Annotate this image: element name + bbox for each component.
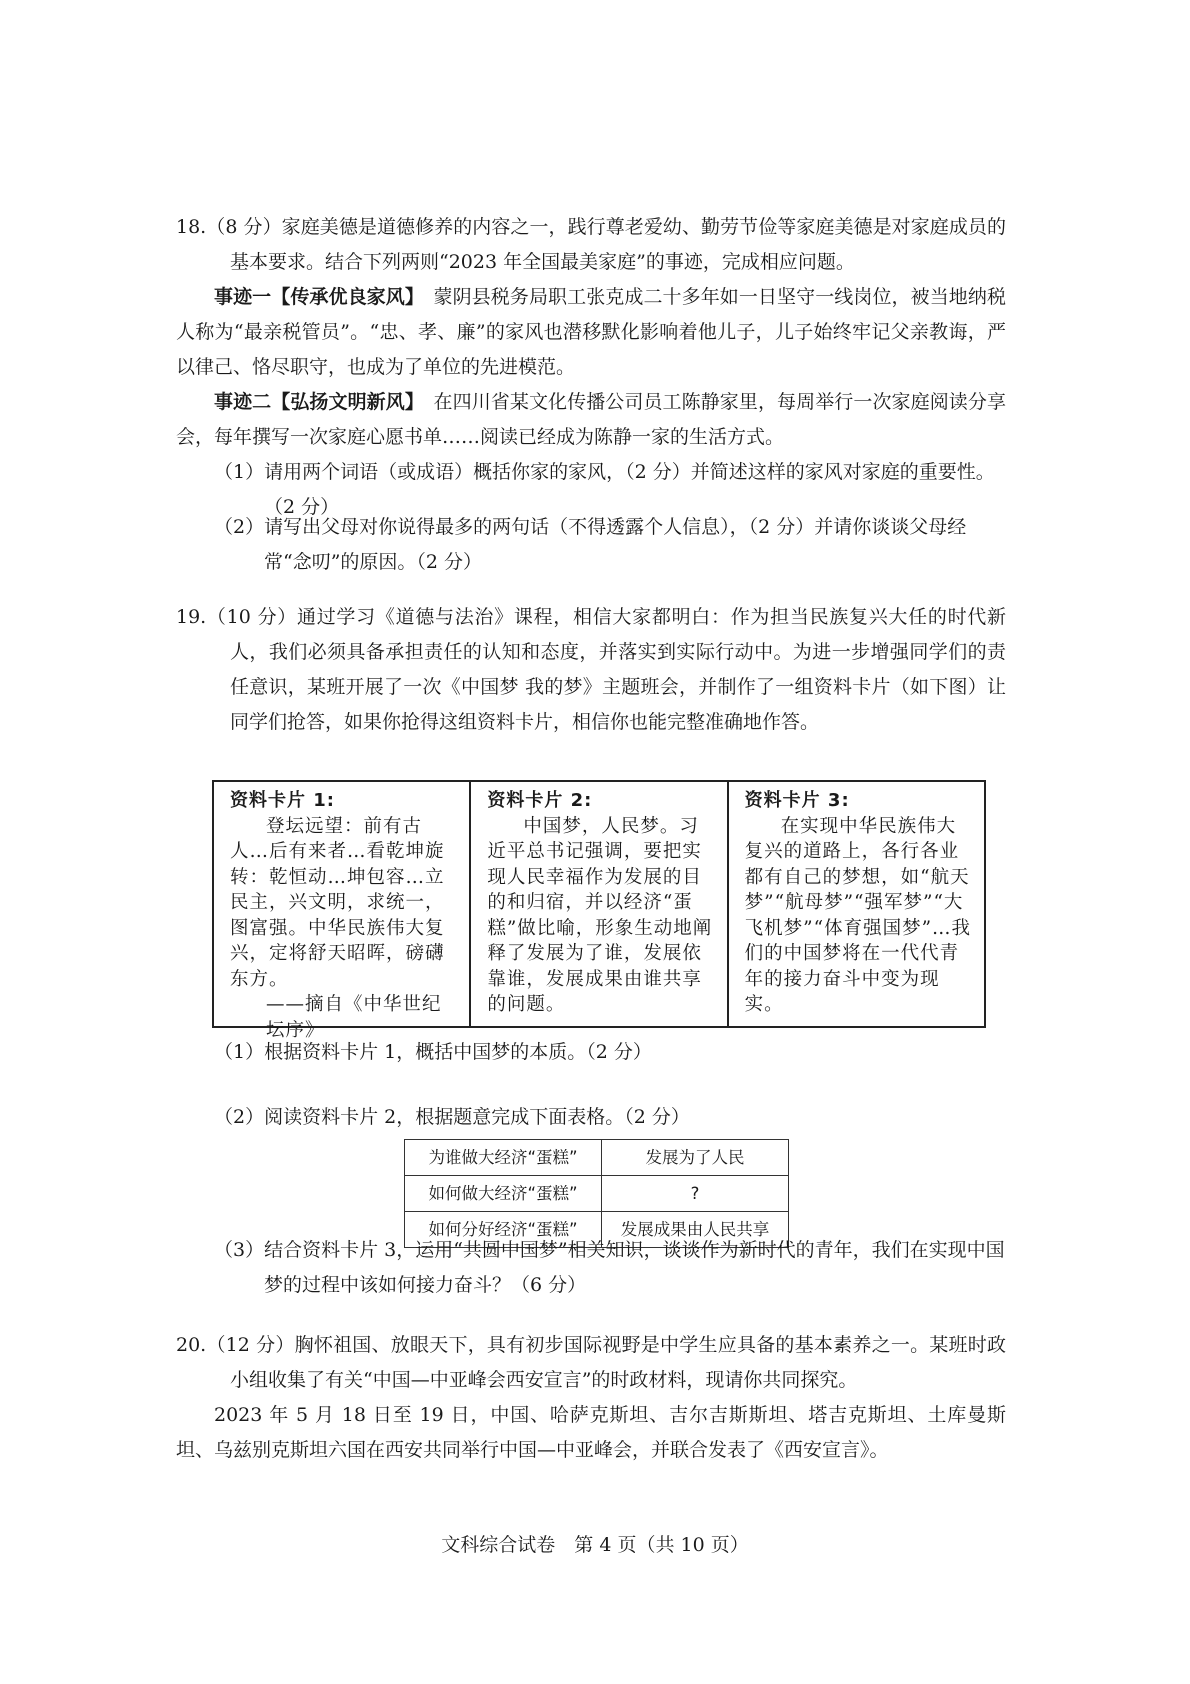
table-cell: ? [602,1176,789,1212]
material-card-3 [729,782,984,1026]
question-19-sub-1: （1）根据资料卡片 1，概括中国梦的本质。（2 分） [214,1041,652,1063]
story-1-label: 事迹一【传承优良家风】 [214,286,415,308]
question-19-sub-2-block [176,1100,1006,1135]
question-19-sub-1-block [176,1035,1006,1070]
question-19-sub-2: （2）阅读资料卡片 2，根据题意完成下面表格。（2 分） [214,1106,690,1128]
question-19-sub-3-block [176,1233,1006,1303]
question-20-text: 2023 年 5 月 18 日至 19 日，中国、哈萨克斯坦、吉尔吉斯斯坦、塔吉克斯坦、土库曼斯坦、乌兹别克斯坦六国在西安共同举行中国—中亚峰会，并联合发表了《西安宣言》。 [176,1404,1006,1461]
table-cell: 发展成果由人民共享 [602,1212,789,1248]
material-card-1 [214,782,471,1041]
story-1-text: 蒙阴县税务局职工张克成二十多年如一日坚守一线岗位，被当地纳税人称为“最亲税管员”。“忠、孝、廉”的家风也潜移默化影响着他儿子，儿子始终牢记父亲教诲，严以律己、恪尽职守，也成为了单位的先进模范。 [176,286,1006,378]
question-18-sub-2: （2）请写出父母对你说得最多的两句话（不得透露个人信息），（2 分）并请你谈谈父母经常“念叨”的原因。（2 分） [214,516,967,573]
table-cell: 为谁做大经济“蛋糕” [405,1140,602,1176]
card-title: 资料卡片 3: [744,790,850,811]
story-2-text: 在四川省某文化传播公司员工陈静家里，每周举行一次家庭阅读分享会，每年撰写一次家庭心愿书单……阅读已经成为陈静一家的生活方式。 [176,391,1006,448]
card-body: 登坛远望：前有古人…后有来者…看乾坤旋转：乾恒动…坤包容…立民主，兴文明，求统一，图富强。中华民族伟大复兴，定将舒天昭晖，磅礴东方。 [230,815,445,990]
card-title: 资料卡片 2: [487,790,593,811]
card-body: 中国梦，人民梦。习近平总书记强调，要把实现人民幸福作为发展的目的和归宿，并以经济“蛋糕”做比喻，形象生动地阐释了发展为了谁，发展依靠谁，发展成果由谁共享的问题。 [487,815,713,1015]
table-row [405,1176,789,1212]
table-cell: 发展为了人民 [602,1140,789,1176]
question-18-sub-2-block [176,510,1006,580]
table-cell: 如何分好经济“蛋糕” [405,1212,602,1248]
question-19-lead: 19.（10 分）通过学习《道德与法治》课程，相信大家都明白：作为担当民族复兴大任的时代新人，我们必须具备承担责任的认知和态度，并落实到实际行动中。为进一步增强同学们的责任意识，某班开展了一次《中国梦 我的梦》主题班会，并制作了一组资料卡片（如下图）让同学们抢答，如果你抢得这组资料卡片，相信你也能完整准确地作答。 [176,606,1006,733]
card-source: ——摘自《中华世纪坛序》 [266,994,442,1041]
cake-table [404,1139,789,1248]
question-18-lead: 18.（8 分）家庭美德是道德修养的内容之一，践行尊老爱幼、勤劳节俭等家庭美德是对家庭成员的基本要求。结合下列两则“2023 年全国最美家庭”的事迹，完成相应问题。 [176,216,1006,273]
story-1 [176,280,1006,385]
question-18-sub-1: （1）请用两个词语（或成语）概括你家的家风，（2 分）并简述这样的家风对家庭的重要性。（2 分） [214,461,995,518]
story-2 [176,385,1006,455]
table-row [405,1140,789,1176]
question-19 [176,600,1006,740]
table-cell: 如何做大经济“蛋糕” [405,1176,602,1212]
page-footer: 文科综合试卷 第 4 页（共 10 页） [441,1534,749,1556]
question-18 [176,210,1006,525]
material-cards [212,780,986,1041]
question-20 [176,1328,1006,1468]
material-card-2 [471,782,728,1026]
card-title: 资料卡片 1: [230,790,335,811]
card-body: 在实现中华民族伟大复兴的道路上，各行各业都有自己的梦想，如“航天梦”“航母梦”“强军梦”“大飞机梦”“体育强国梦”…我们的中国梦将在一代代青年的接力奋斗中变为现实。 [744,815,972,1015]
story-2-label: 事迹二【弘扬文明新风】 [214,391,415,413]
question-20-lead: 20.（12 分）胸怀祖国、放眼天下，具有初步国际视野是中学生应具备的基本素养之一。某班时政小组收集了有关“中国—中亚峰会西安宣言”的时政材料，现请你共同探究。 [176,1334,1006,1391]
question-19-sub-3: （3）结合资料卡片 3，运用“共圆中国梦”相关知识，谈谈作为新时代的青年，我们在实现中国梦的过程中该如何接力奋斗？（6 分） [214,1239,1005,1296]
